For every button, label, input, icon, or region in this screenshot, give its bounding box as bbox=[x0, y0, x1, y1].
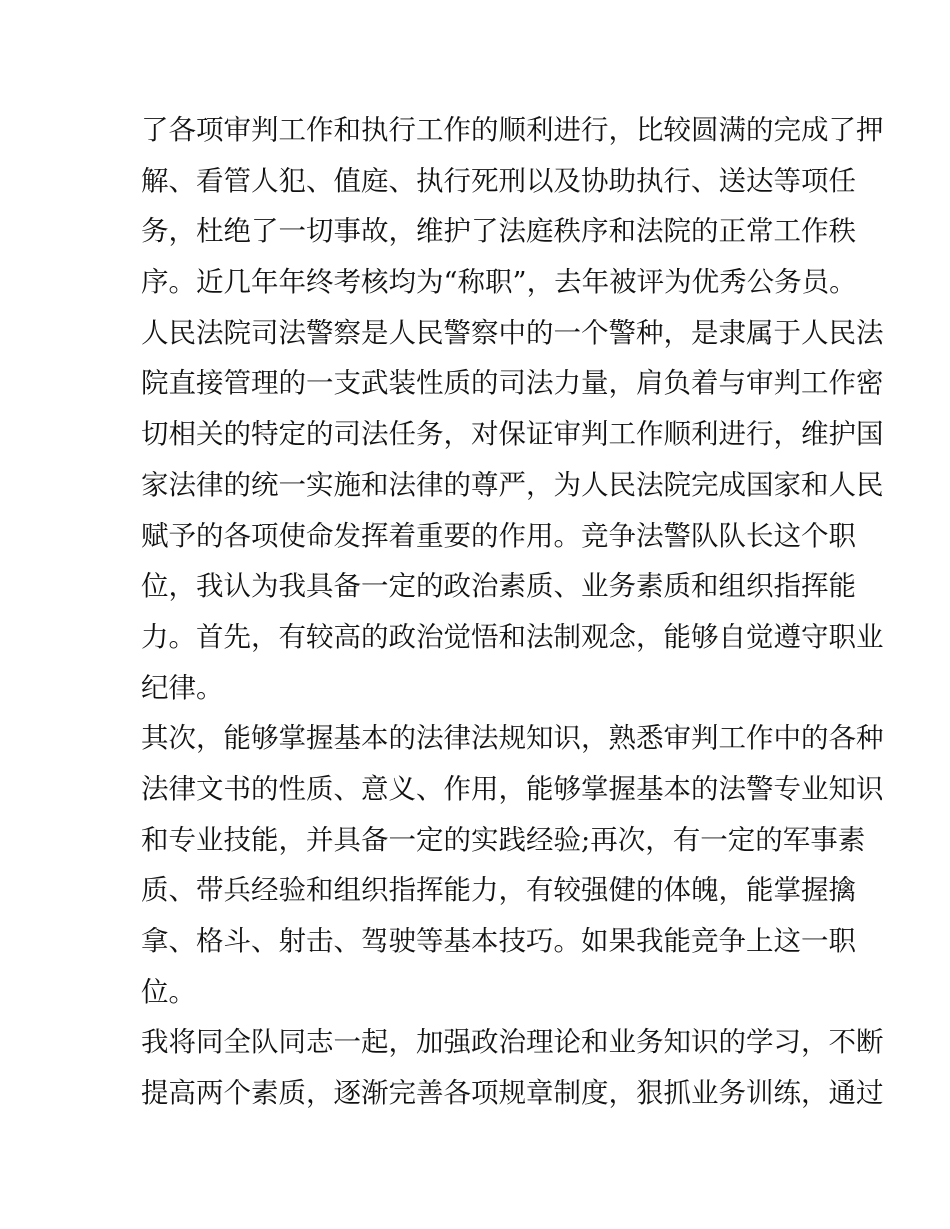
text-line: 质、带兵经验和组织指挥能力，有较强健的体魄，能掌握擒 bbox=[141, 874, 856, 907]
text-line: 和专业技能，并具备一定的实践经验;再次，有一定的军事素 bbox=[141, 823, 866, 856]
text-line: 拿、格斗、射击、驾驶等基本技巧。如果我能竞争上这一职 bbox=[141, 925, 856, 957]
text-line: 赋予的各项使命发挥着重要的作用。竞争法警队队长这个职 bbox=[141, 519, 856, 552]
text-line: 位。 bbox=[141, 975, 196, 1008]
text-line: 切相关的特定的司法任务，对保证审判工作顺利进行，维护国 bbox=[141, 418, 884, 451]
text-line: 法律文书的性质、意义、作用，能够掌握基本的法警专业知识 bbox=[141, 772, 884, 805]
paragraph bbox=[141, 105, 884, 308]
text-line: 院直接管理的一支武装性质的司法力量，肩负着与审判工作密 bbox=[141, 367, 884, 400]
text-line: 解、看管人犯、值庭、执行死刑以及协助执行、送达等项任 bbox=[141, 164, 856, 197]
text-line: 位，我认为我具备一定的政治素质、业务素质和组织指挥能 bbox=[141, 570, 856, 603]
text-line: 了各项审判工作和执行工作的顺利进行，比较圆满的完成了押 bbox=[141, 114, 884, 146]
text-line: 我将同全队同志一起，加强政治理论和业务知识的学习，不断 bbox=[141, 1026, 884, 1059]
paragraph bbox=[141, 308, 884, 714]
text-line: 序。近几年年终考核均为“称职”，去年被评为优秀公务员。 bbox=[141, 266, 857, 299]
text-line: 提高两个素质，逐渐完善各项规章制度，狠抓业务训练，通过 bbox=[141, 1077, 884, 1110]
text-line: 其次，能够掌握基本的法律法规知识，熟悉审判工作中的各种 bbox=[141, 722, 884, 755]
document-page bbox=[141, 105, 884, 1119]
paragraph bbox=[141, 1017, 884, 1118]
text-line: 人民法院司法警察是人民警察中的一个警种，是隶属于人民法 bbox=[141, 316, 884, 349]
text-line: 家法律的统一实施和法律的尊严，为人民法院完成国家和人民 bbox=[141, 468, 884, 501]
text-line: 纪律。 bbox=[141, 671, 224, 704]
text-line: 务，杜绝了一切事故，维护了法庭秩序和法院的正常工作秩 bbox=[141, 215, 856, 248]
text-line: 力。首先，有较高的政治觉悟和法制观念，能够自觉遵守职业 bbox=[141, 620, 884, 653]
paragraph bbox=[141, 713, 884, 1017]
